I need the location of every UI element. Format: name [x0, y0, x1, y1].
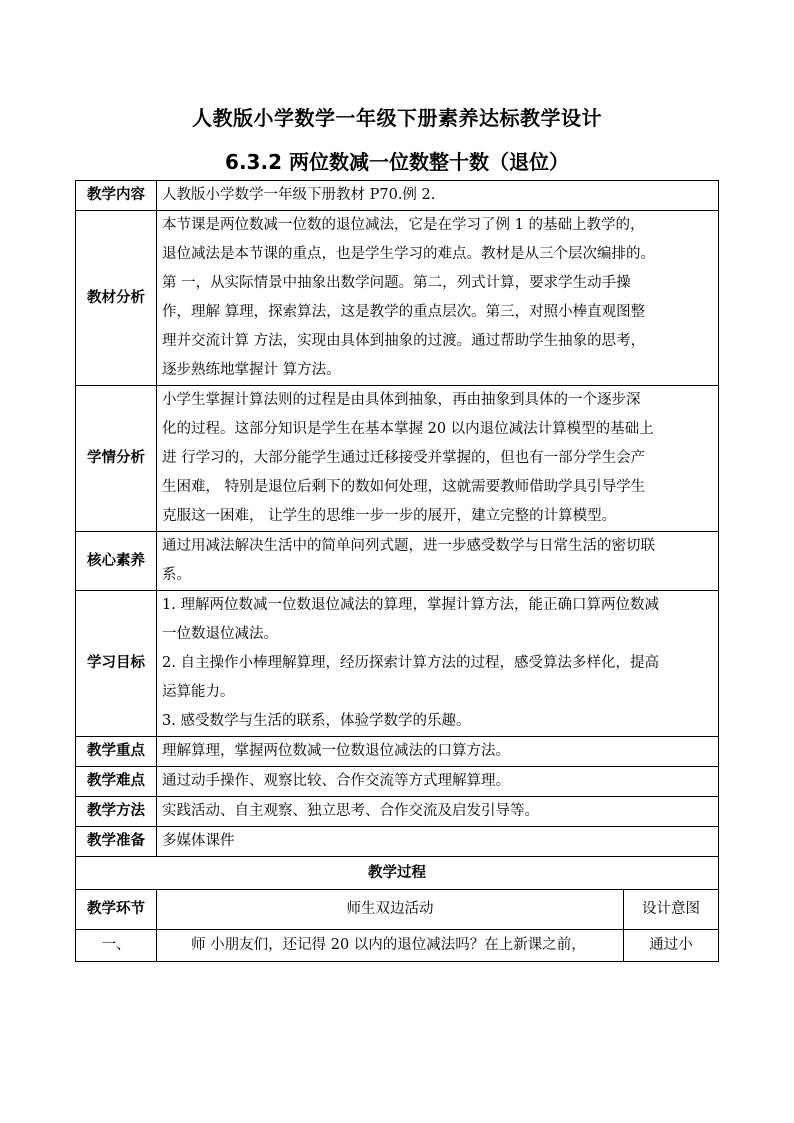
document-title: 人教版小学数学一年级下册素养达标教学设计: [192, 106, 602, 130]
row-process-first: [76, 930, 719, 962]
label-student-analysis: 学情分析: [76, 386, 157, 532]
key-point-text: 理解算理，掌握两位数减一位数退位减法的口算方法。: [157, 737, 719, 767]
label-learning-objectives: 学习目标: [76, 591, 157, 737]
text-line: 3. 感受数学与生活的联系，体验学数学的乐趣。: [162, 713, 471, 729]
text-line: 一位数退位减法。: [162, 626, 278, 642]
text-line: 本节课是两位数减一位数的退位减法，它是在学习了例 1 的基础上教学的，: [162, 217, 645, 233]
row-difficulty: [76, 767, 719, 797]
text-line: 运算能力。: [162, 684, 235, 700]
text-line: 2. 自主操作小棒理解算理，经历探索计算方法的过程，感受算法多样化，提高: [162, 655, 659, 671]
difficulty-text: 通过动手操作、观察比较、合作交流等方式理解算理。: [157, 767, 719, 797]
label-teaching-content: 教学内容: [76, 181, 157, 211]
text-line: 系。: [162, 567, 191, 583]
col-header-stage: 教学环节: [76, 890, 157, 930]
col-header-activity: 师生双边活动: [157, 890, 624, 930]
row-process-heading: [76, 857, 719, 890]
process-activity-cell: 师 小朋友们，还记得 20 以内的退位减法吗？在上新课之前，: [157, 930, 624, 962]
material-analysis-text: [157, 211, 719, 386]
label-material-analysis: 教材分析: [76, 211, 157, 386]
preparation-text: 多媒体课件: [157, 827, 719, 857]
lesson-title: 6.3.2 两位数减一位数整十数（退位）: [225, 150, 569, 174]
text-line: 克服这一困难， 让学生的思维一步一步的展开，建立完整的计算模型。: [162, 508, 617, 524]
row-material-analysis: [76, 211, 719, 386]
process-stage-cell: 一、: [76, 930, 157, 962]
text-line: 小学生掌握计算法则的过程是由具体到抽象，再由抽象到具体的一个逐步深: [162, 392, 641, 408]
row-learning-objectives: [76, 591, 719, 737]
text-line: 理并交流计算 方法，实现由具体到抽象的过渡。通过帮助学生抽象的思考，: [162, 333, 646, 349]
student-analysis-text: [157, 386, 719, 532]
label-method: 教学方法: [76, 797, 157, 827]
lesson-plan-table: [75, 180, 719, 962]
core-literacy-text: [157, 532, 719, 591]
text-line: 退位减法是本节课的重点，也是学生学习的难点。教材是从三个层次编排的。: [162, 246, 655, 262]
text-line: 生困难， 特别是退位后剩下的数如何处理，这就需要教师借助学具引导学生: [162, 479, 646, 495]
text-line: 作，理解 算理，探索算法，这是教学的重点层次。第三，对照小棒直观图整: [162, 304, 646, 320]
text-line: 逐步熟练地掌握计 算方法。: [162, 362, 341, 378]
text-line: 通过用减法解决生活中的简单问列式题，进一步感受数学与日常生活的密切联: [162, 538, 655, 554]
row-key-point: [76, 737, 719, 767]
label-difficulty: 教学难点: [76, 767, 157, 797]
text-line: 化的过程。这部分知识是学生在基本掌握 20 以内退位减法计算模型的基础上: [162, 421, 654, 437]
row-core-literacy: [76, 532, 719, 591]
label-preparation: 教学准备: [76, 827, 157, 857]
teaching-content-text: 人教版小学数学一年级下册教材 P70.例 2.: [157, 181, 719, 211]
text-line: 第 一，从实际情景中抽象出数学问题。第二，列式计算，要求学生动手操: [162, 275, 631, 291]
text-line: 进 行学习的，大部分能学生通过迁移接受并掌握的，但也有一部分学生会产: [162, 450, 646, 466]
method-text: 实践活动、自主观察、独立思考、合作交流及启发引导等。: [157, 797, 719, 827]
row-process-columns: [76, 890, 719, 930]
row-method: [76, 797, 719, 827]
label-core-literacy: 核心素养: [76, 532, 157, 591]
row-preparation: [76, 827, 719, 857]
row-student-analysis: [76, 386, 719, 532]
process-intent-cell: 通过小: [624, 930, 719, 962]
col-header-intent: 设计意图: [624, 890, 719, 930]
process-heading: 教学过程: [76, 857, 719, 890]
learning-objectives-text: [157, 591, 719, 737]
text-line: 1. 理解两位数减一位数退位减法的算理，掌握计算方法，能正确口算两位数减: [162, 597, 659, 613]
row-teaching-content: [76, 181, 719, 211]
label-key-point: 教学重点: [76, 737, 157, 767]
